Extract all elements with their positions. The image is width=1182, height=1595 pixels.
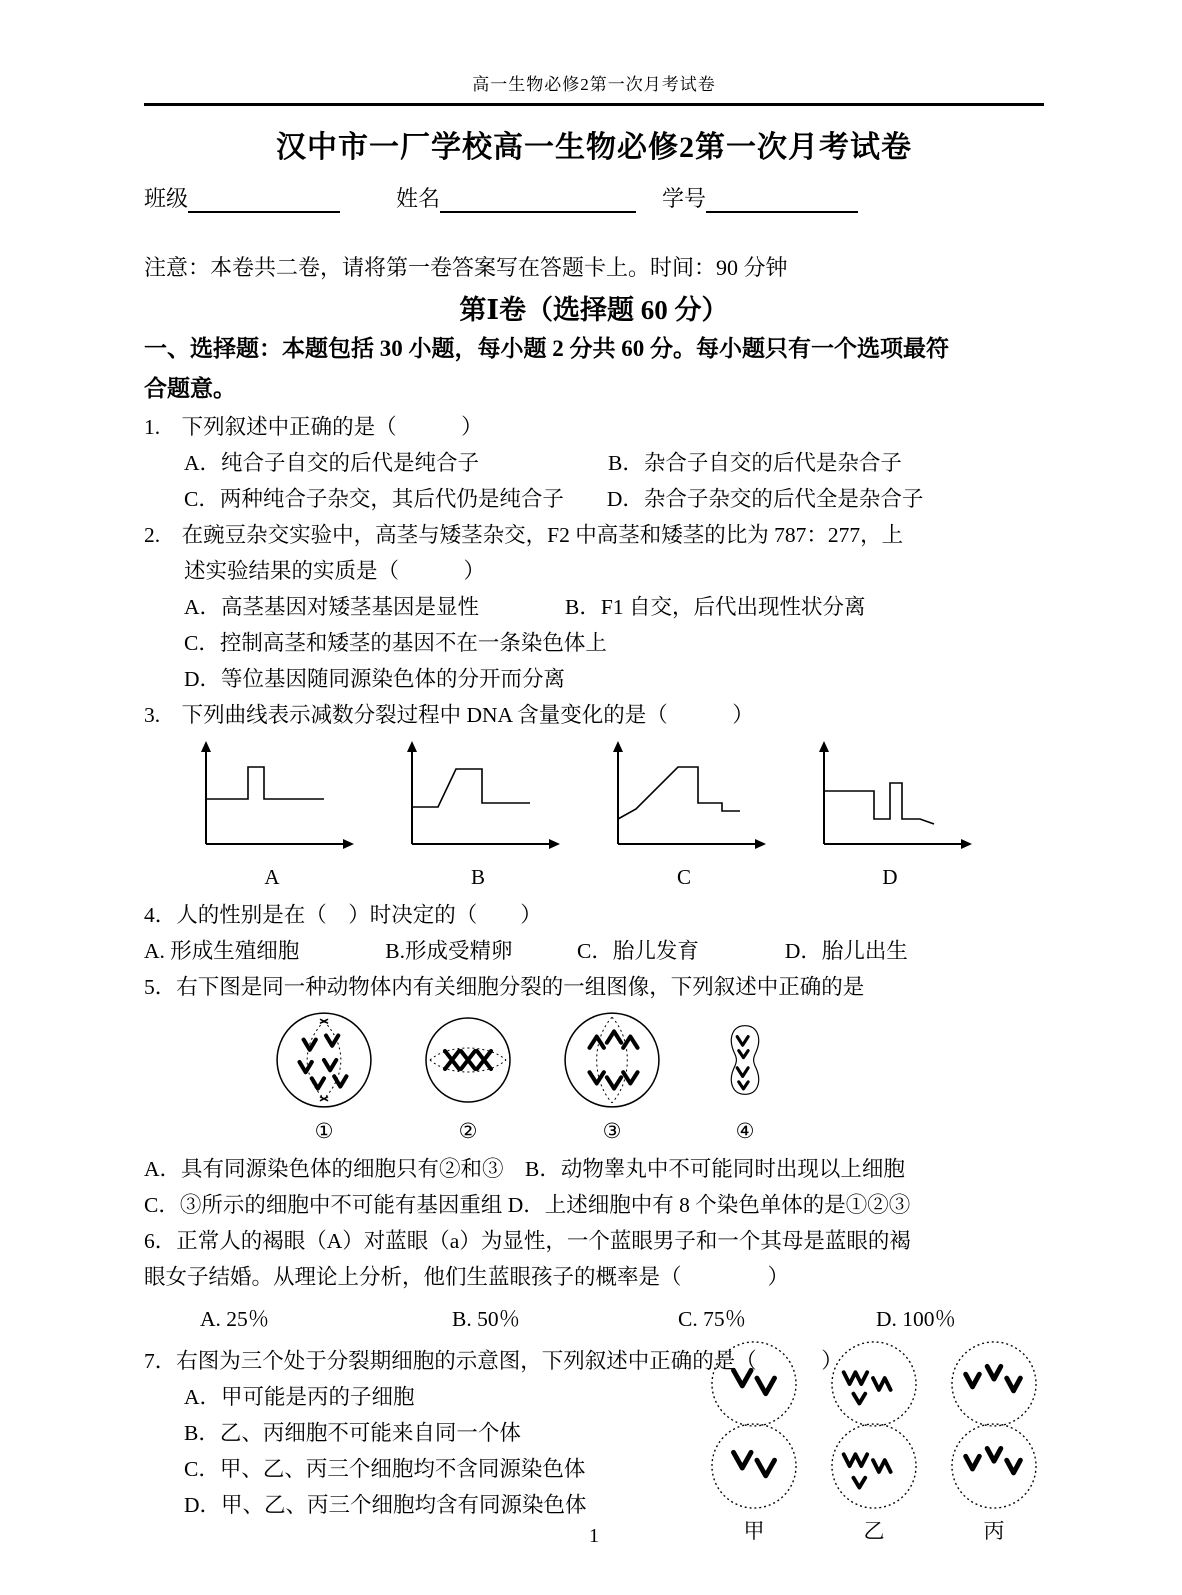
question-1-options-cd: C．两种纯合子杂交，其后代仍是纯合子 D．杂合子杂交的后代全是杂合子: [184, 487, 924, 511]
dividing-cell-jia-icon: [698, 1339, 810, 1511]
dna-graph-option-a: [186, 739, 358, 895]
question-3-stem: 3. 下列曲线表示减数分裂过程中 DNA 含量变化的是（ ）: [144, 703, 754, 727]
question-6-stem-line1: 6．正常人的褐眼（A）对蓝眼（a）为显性，一个蓝眼男子和一个其母是蓝眼的褐: [144, 1229, 911, 1253]
cell-2-icon: [418, 1009, 518, 1111]
cell-label-3: ③: [602, 1119, 622, 1143]
dna-curve-graph-a-icon: [186, 739, 358, 857]
cell-label-2: ②: [458, 1119, 478, 1143]
graph-label-a: A: [264, 865, 280, 889]
dividing-cell-bing: [938, 1339, 1050, 1549]
question-4-stem: 4．人的性别是在（ ）时决定的（ ）: [144, 903, 542, 927]
cell-1-icon: [272, 1009, 376, 1111]
question-1: [144, 409, 1044, 517]
running-header: 高一生物必修2第一次月考试卷: [144, 70, 1044, 106]
question-7-option-b: B．乙、丙细胞不可能来自同一个体: [184, 1421, 521, 1445]
question-6-option-b: B. 50％: [452, 1307, 521, 1331]
section-intro-line2: 合题意。: [144, 376, 236, 401]
cell-diagram-2: [418, 1009, 518, 1149]
question-5: [144, 969, 1044, 1223]
question-1-stem: 1. 下列叙述中正确的是（ ）: [144, 415, 483, 439]
graph-label-b: B: [470, 865, 485, 889]
id-blank: [706, 185, 858, 213]
question-2-stem-line2: 述实验结果的实质是（ ）: [184, 559, 486, 583]
question-7-option-a: A．甲可能是丙的子细胞: [184, 1385, 415, 1409]
name-label: 姓名: [396, 186, 441, 211]
question-7: [144, 1343, 1044, 1543]
section-intro: [144, 329, 1044, 409]
dividing-cell-yi-icon: [818, 1339, 930, 1511]
dividing-cell-label-bing: 丙: [983, 1519, 1005, 1543]
question-7-option-c: C．甲、乙、丙三个细胞均不含同源染色体: [184, 1457, 586, 1481]
question-2-option-c: C．控制高茎和矮茎的基因不在一条染色体上: [184, 631, 607, 655]
question-3: [144, 697, 1044, 895]
graph-label-c: C: [676, 865, 691, 889]
cell-label-4: ④: [735, 1119, 755, 1143]
dna-curve-graph-d-icon: [804, 739, 976, 857]
page-number: 1: [589, 1525, 599, 1547]
dna-graph-option-b: [392, 739, 564, 895]
student-info-row: [144, 182, 1044, 213]
dna-curve-graph-b-icon: [392, 739, 564, 857]
cell-diagram-3: [560, 1009, 664, 1149]
dividing-cell-label-yi: 乙: [863, 1519, 885, 1543]
question-5-stem: 5．右下图是同一种动物体内有关细胞分裂的一组图像，下列叙述中正确的是: [144, 975, 865, 999]
part1-title: 第Ⅰ卷（选择题 60 分）: [459, 295, 729, 325]
question-2-option-d: D．等位基因随同源染色体的分开而分离: [184, 667, 566, 691]
cell-4-icon: [706, 1009, 784, 1111]
name-blank: [440, 185, 636, 213]
class-blank: [188, 185, 340, 213]
dividing-cell-yi: [818, 1339, 930, 1549]
dividing-cells-figure: [698, 1339, 1050, 1549]
question-4-options: A. 形成生殖细胞 B.形成受精卵 C．胎儿发育 D．胎儿出生: [144, 939, 908, 963]
question-2-options-ab: A．高茎基因对矮茎基因是显性 B．F1 自交，后代出现性状分离: [184, 595, 866, 619]
question-6-option-a: A. 25％: [200, 1307, 270, 1331]
question-2-stem-line1: 2. 在豌豆杂交实验中，高茎与矮茎杂交，F2 中高茎和矮茎的比为 787：277，上: [144, 523, 904, 547]
dna-curve-graph-c-icon: [598, 739, 770, 857]
dna-graph-option-c: [598, 739, 770, 895]
question-2: [144, 517, 1044, 697]
question-6-option-d: D. 100％: [876, 1307, 957, 1331]
dna-graph-option-d: [804, 739, 976, 895]
cell-3-icon: [560, 1009, 664, 1111]
class-label: 班级: [144, 186, 189, 211]
dna-curve-graphs: [186, 739, 1044, 895]
question-6-option-c: C. 75％: [678, 1307, 747, 1331]
question-1-options-ab: A．纯合子自交的后代是纯合子 B．杂合子自交的后代是杂合子: [184, 451, 902, 475]
question-6: [144, 1223, 1044, 1337]
exam-title: 汉中市一厂学校高一生物必修2第一次月考试卷: [276, 131, 912, 164]
section-intro-line1: 一、选择题：本题包括 30 小题，每小题 2 分共 60 分。每小题只有一个选项最符: [144, 336, 949, 361]
cell-division-images: [272, 1009, 1044, 1149]
cell-diagram-1: [272, 1009, 376, 1149]
id-label: 学号: [662, 186, 707, 211]
dividing-cell-jia: [698, 1339, 810, 1549]
question-7-option-d: D．甲、乙、丙三个细胞均含有同源染色体: [184, 1493, 587, 1517]
question-7-stem: 7．右图为三个处于分裂期细胞的示意图，下列叙述中正确的是（ ）: [144, 1349, 843, 1373]
question-6-stem-line2: 眼女子结婚。从理论上分析，他们生蓝眼孩子的概率是（ ）: [144, 1265, 790, 1289]
cell-diagram-4: [706, 1009, 784, 1149]
question-5-options-ab: A．具有同源染色体的细胞只有②和③ B．动物睾丸中不可能同时出现以上细胞: [144, 1157, 905, 1181]
question-5-options-cd: C．③所示的细胞中不可能有基因重组 D．上述细胞中有 8 个染色单体的是①②③: [144, 1193, 911, 1217]
exam-notice: 注意：本卷共二卷，请将第一卷答案写在答题卡上。时间：90 分钟: [144, 255, 788, 280]
dividing-cell-bing-icon: [938, 1339, 1050, 1511]
question-4: [144, 897, 1044, 969]
question-6-options: [200, 1301, 1044, 1337]
graph-label-d: D: [882, 865, 898, 889]
dividing-cell-label-jia: 甲: [743, 1519, 765, 1543]
cell-label-1: ①: [314, 1119, 334, 1143]
